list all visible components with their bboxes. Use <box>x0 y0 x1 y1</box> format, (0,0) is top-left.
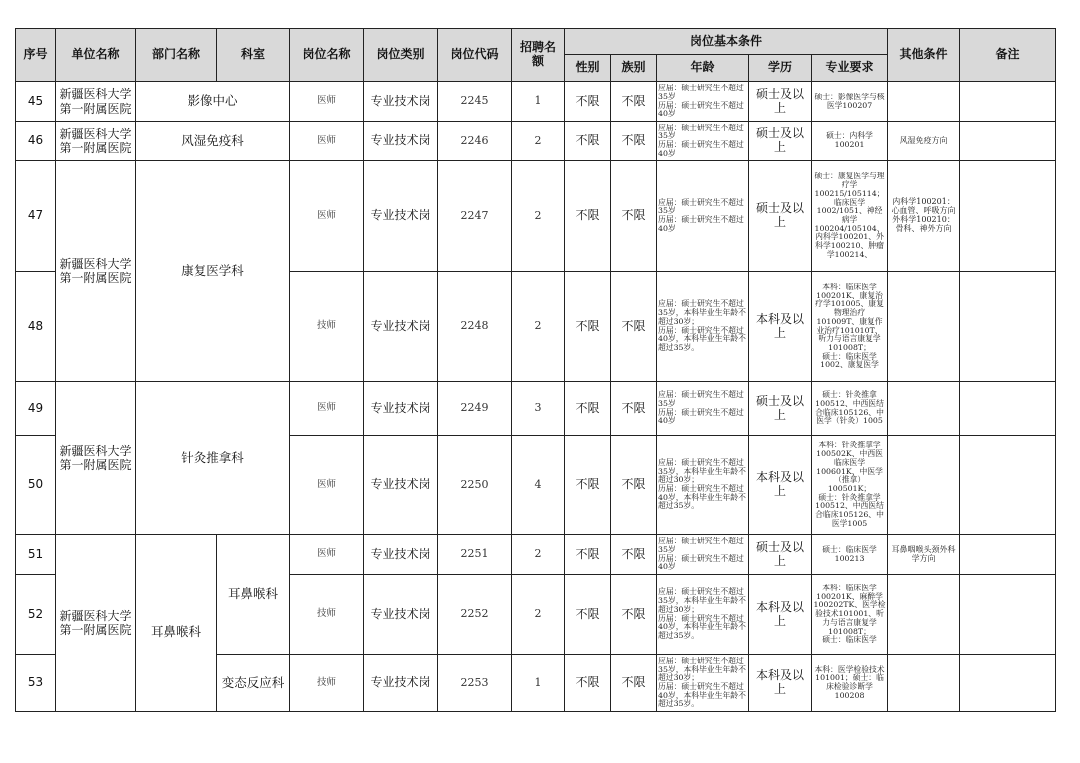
cell-type: 专业技术岗 <box>364 655 438 712</box>
cell-seq: 49 <box>16 382 56 436</box>
cell-age <box>657 122 749 161</box>
cell-dept-group-3: 耳鼻喉科 <box>136 535 217 712</box>
cell-other <box>888 575 960 655</box>
cell-major <box>812 575 888 655</box>
cell-seq: 51 <box>16 535 56 575</box>
cell-code: 2252 <box>438 575 512 655</box>
cell-ethnicity: 不限 <box>611 436 657 535</box>
cell-code: 2248 <box>438 272 512 382</box>
cell-post: 医师 <box>290 122 364 161</box>
cell-type: 专业技术岗 <box>364 535 438 575</box>
cell-post: 医师 <box>290 82 364 122</box>
header-basic-conditions: 岗位基本条件 <box>565 29 888 55</box>
cell-other <box>888 655 960 712</box>
header-age: 年龄 <box>657 55 749 82</box>
age-text: 应届：硕士研究生不超过35岁 历届：硕士研究生不超过40岁 <box>658 84 744 119</box>
cell-unit: 新疆医科大学第一附属医院 <box>56 122 136 161</box>
cell-gender: 不限 <box>565 436 611 535</box>
header-remarks: 备注 <box>960 29 1056 82</box>
cell-age: 应届：硕士研究生不超过35岁 历届：硕士研究生不超过40岁 <box>657 382 749 436</box>
cell-unit-group-2: 新疆医科大学第一附属医院 <box>56 382 136 535</box>
cell-post: 技师 <box>290 655 364 712</box>
header-ethnicity: 族别 <box>611 55 657 82</box>
cell-code: 2249 <box>438 382 512 436</box>
cell-major: 硕士：临床医学100213 <box>812 535 888 575</box>
major-text: 硕士：影像医学与核医学100207 <box>814 92 885 110</box>
header-unit: 单位名称 <box>56 29 136 82</box>
header-quota: 招聘名额 <box>512 29 565 82</box>
cell-code: 2253 <box>438 655 512 712</box>
cell-gender: 不限 <box>565 82 611 122</box>
major-text: 本科：临床医学100201K、康复治疗学101005、康复物理治疗101009T、康复作业治疗101010T、听力与语言康复学101008T； 硕士：临床医学1002、康复医学 <box>815 282 884 370</box>
age-text: 应届：硕士研究生不超过35岁，本科毕业生年龄不超过30岁； 历届：硕士研究生不超过40岁，本科毕业生年龄不超过35岁。 <box>658 656 746 709</box>
cell-post: 技师 <box>290 272 364 382</box>
cell-ethnicity: 不限 <box>611 382 657 436</box>
cell-code: 2247 <box>438 161 512 272</box>
cell-major: 硕士：针灸推拿100512、中西医结合临床105126、中医学（针灸）1005 <box>812 382 888 436</box>
cell-remarks <box>960 122 1056 161</box>
cell-unit: 新疆医科大学第一附属医院 <box>56 82 136 122</box>
cell-seq: 50 <box>16 436 56 535</box>
cell-seq: 45 <box>16 82 56 122</box>
cell-gender: 不限 <box>565 161 611 272</box>
cell-remarks <box>960 436 1056 535</box>
header-post-type: 岗位类别 <box>364 29 438 82</box>
header-seq: 序号 <box>16 29 56 82</box>
major-text: 本科：临床医学100201K、麻醉学100202TK、医学检验技术101001、听力与语言康复学101008T； 硕士：临床医学 <box>813 583 886 645</box>
cell-type: 专业技术岗 <box>364 575 438 655</box>
cell-age <box>657 82 749 122</box>
cell-type: 专业技术岗 <box>364 382 438 436</box>
cell-seq: 52 <box>16 575 56 655</box>
cell-other <box>888 272 960 382</box>
cell-code: 2251 <box>438 535 512 575</box>
header-major: 专业要求 <box>812 55 888 82</box>
cell-remarks <box>960 82 1056 122</box>
cell-post: 医师 <box>290 535 364 575</box>
cell-age: 应届：硕士研究生不超过35岁 历届：硕士研究生不超过40岁 <box>657 161 749 272</box>
cell-other <box>888 382 960 436</box>
cell-dept: 风湿免疫科 <box>136 122 290 161</box>
cell-post: 医师 <box>290 161 364 272</box>
cell-other: 耳鼻咽喉头颈外科学方向 <box>888 535 960 575</box>
header-post-code: 岗位代码 <box>438 29 512 82</box>
cell-gender: 不限 <box>565 272 611 382</box>
cell-seq: 46 <box>16 122 56 161</box>
cell-gender: 不限 <box>565 655 611 712</box>
cell-major <box>812 272 888 382</box>
cell-age: 应届：硕士研究生不超过35岁，本科毕业生年龄不超过30岁； 历届：硕士研究生不超过40岁，本科毕业生年龄不超过35岁。 <box>657 575 749 655</box>
table-row <box>16 161 1056 272</box>
cell-post: 医师 <box>290 436 364 535</box>
cell-remarks <box>960 655 1056 712</box>
cell-major: 硕士：内科学100201 <box>812 122 888 161</box>
cell-quota: 2 <box>512 122 565 161</box>
cell-seq: 53 <box>16 655 56 712</box>
cell-remarks <box>960 272 1056 382</box>
cell-quota: 2 <box>512 575 565 655</box>
cell-section-allergy: 变态反应科 <box>217 655 290 712</box>
cell-code: 2246 <box>438 122 512 161</box>
cell-gender: 不限 <box>565 575 611 655</box>
cell-dept-group-1: 康复医学科 <box>136 161 290 382</box>
cell-education: 本科及以上 <box>749 655 812 712</box>
table-row <box>16 122 1056 161</box>
cell-other <box>888 436 960 535</box>
cell-ethnicity: 不限 <box>611 82 657 122</box>
cell-dept-group-2: 针灸推拿科 <box>136 382 290 535</box>
cell-type: 专业技术岗 <box>364 161 438 272</box>
age-text: 应届：硕士研究生不超过35岁 历届：硕士研究生不超过40岁 <box>658 537 744 572</box>
table-row <box>16 82 1056 122</box>
cell-education: 硕士及以上 <box>749 82 812 122</box>
cell-type: 专业技术岗 <box>364 272 438 382</box>
cell-quota: 2 <box>512 535 565 575</box>
cell-section-ent: 耳鼻喉科 <box>217 535 290 655</box>
cell-code: 2250 <box>438 436 512 535</box>
cell-type: 专业技术岗 <box>364 122 438 161</box>
cell-education: 本科及以上 <box>749 436 812 535</box>
cell-seq: 48 <box>16 272 56 382</box>
cell-other: 内科学100201：心血管、呼吸方向 外科学100210：骨科、神外方向 <box>888 161 960 272</box>
cell-other <box>888 82 960 122</box>
cell-education: 硕士及以上 <box>749 535 812 575</box>
cell-post: 医师 <box>290 382 364 436</box>
header-other: 其他条件 <box>888 29 960 82</box>
cell-education: 硕士及以上 <box>749 161 812 272</box>
cell-code: 2245 <box>438 82 512 122</box>
cell-remarks <box>960 535 1056 575</box>
cell-major: 本科：医学检验技术101001；硕士：临床检验诊断学100208 <box>812 655 888 712</box>
major-text: 硕士：康复医学与理疗学100215/105114；临床医学1002/1051、神经病学100204/105104、内科学100201、外科学100210、肿瘤学100214、 <box>814 172 885 259</box>
header-education: 学历 <box>749 55 812 82</box>
cell-ethnicity: 不限 <box>611 535 657 575</box>
cell-quota: 3 <box>512 382 565 436</box>
cell-age: 应届：硕士研究生不超过35岁，本科毕业生年龄不超过30岁； 历届：硕士研究生不超过40岁，本科毕业生年龄不超过35岁。 <box>657 436 749 535</box>
cell-ethnicity: 不限 <box>611 655 657 712</box>
cell-type: 专业技术岗 <box>364 82 438 122</box>
cell-ethnicity: 不限 <box>611 272 657 382</box>
table-row <box>16 382 1056 436</box>
cell-remarks <box>960 161 1056 272</box>
cell-post: 技师 <box>290 575 364 655</box>
cell-age <box>657 655 749 712</box>
age-text: 应届：硕士研究生不超过35岁 历届：硕士研究生不超过40岁 <box>658 123 744 158</box>
table-row <box>16 535 1056 575</box>
cell-quota: 1 <box>512 82 565 122</box>
cell-education: 本科及以上 <box>749 575 812 655</box>
header-gender: 性别 <box>565 55 611 82</box>
cell-remarks <box>960 575 1056 655</box>
cell-seq: 47 <box>16 161 56 272</box>
cell-major <box>812 161 888 272</box>
cell-education: 硕士及以上 <box>749 382 812 436</box>
cell-quota: 4 <box>512 436 565 535</box>
cell-unit-group-3: 新疆医科大学第一附属医院 <box>56 535 136 712</box>
cell-quota: 1 <box>512 655 565 712</box>
cell-ethnicity: 不限 <box>611 161 657 272</box>
cell-remarks <box>960 382 1056 436</box>
header-section: 科室 <box>217 29 290 82</box>
cell-gender: 不限 <box>565 382 611 436</box>
cell-other: 风湿免疫方向 <box>888 122 960 161</box>
cell-ethnicity: 不限 <box>611 122 657 161</box>
cell-education: 硕士及以上 <box>749 122 812 161</box>
cell-major <box>812 436 888 535</box>
cell-quota: 2 <box>512 272 565 382</box>
cell-ethnicity: 不限 <box>611 575 657 655</box>
cell-age <box>657 535 749 575</box>
cell-gender: 不限 <box>565 535 611 575</box>
cell-unit-group-1: 新疆医科大学第一附属医院 <box>56 161 136 382</box>
header-dept: 部门名称 <box>136 29 217 82</box>
cell-gender: 不限 <box>565 122 611 161</box>
major-text: 本科：针灸推拿学100502K、中西医临床医学100601K、中医学（推拿）100501K； 硕士：针灸推拿学100512、中西医结合临床105126、中医学1005 <box>815 441 884 528</box>
recruitment-table <box>15 28 1056 712</box>
header-post-name: 岗位名称 <box>290 29 364 82</box>
cell-education: 本科及以上 <box>749 272 812 382</box>
cell-quota: 2 <box>512 161 565 272</box>
cell-age: 应届：硕士研究生不超过35岁，本科毕业生年龄不超过30岁； 历届：硕士研究生不超过40岁，本科毕业生年龄不超过35岁。 <box>657 272 749 382</box>
cell-type: 专业技术岗 <box>364 436 438 535</box>
cell-major <box>812 82 888 122</box>
cell-dept: 影像中心 <box>136 82 290 122</box>
